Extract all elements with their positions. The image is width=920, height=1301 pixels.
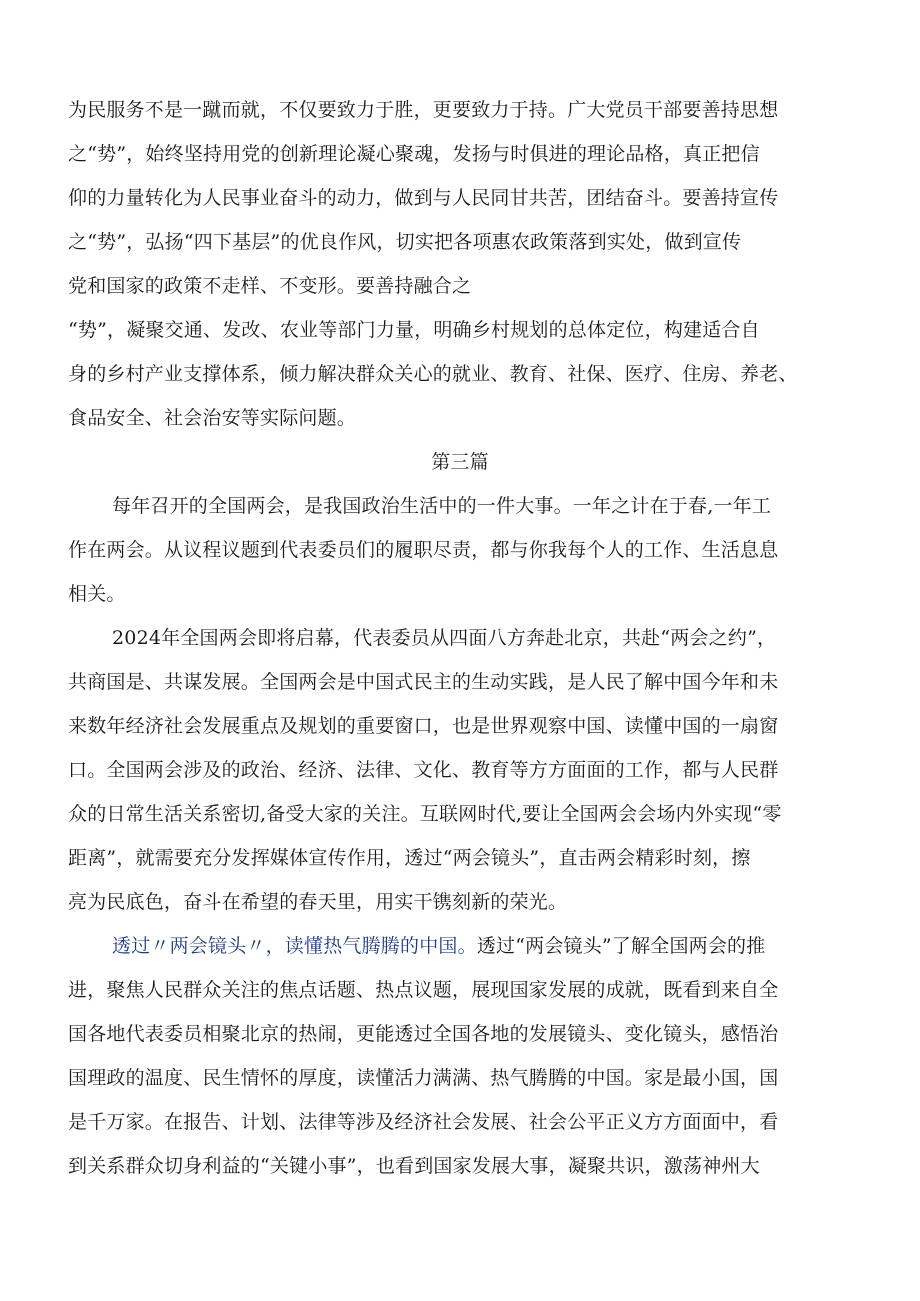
paragraph-line: 国各地代表委员相聚北京的热闹，更能透过全国各地的发展镜头、变化镜头，感悟治 (68, 1023, 779, 1045)
paragraph-line: 共商国是、共谋发展。全国两会是中国式民主的生动实践，是人民了解中国今年和未 (68, 671, 779, 693)
paragraph-line: 每年召开的全国两会，是我国政治生活中的一件大事。一年之计在于春,一年工 (112, 495, 772, 517)
paragraph-line: 到关系群众切身利益的“关键小事”，也看到国家发展大事，凝聚共识，激荡神州大 (68, 1155, 760, 1177)
highlighted-heading: 透过〃两会镜头〃，读懂热气腾腾的中国。 (112, 935, 477, 957)
paragraph-line: 国理政的温度、民生情怀的厚度，读懂活力满满、热气腾腾的中国。家是最小国，国 (68, 1067, 779, 1089)
paragraph-line: 众的日常生活关系密切,备受大家的关注。互联网时代,要让全国两会会场内外实现“零 (68, 803, 782, 825)
paragraph-line: 来数年经济社会发展重点及规划的重要窗口，也是世界观察中国、读懂中国的一扇窗 (68, 715, 779, 737)
paragraph-line: 为民服务不是一蹴而就，不仅要致力于胜，更要致力于持。广大党员干部要善持思想 (68, 99, 779, 121)
paragraph-line: “势”，凝聚交通、发改、农业等部门力量，明确乡村规划的总体定位，构建适合自 (68, 319, 760, 341)
paragraph-line: 口。全国两会涉及的政治、经济、法律、文化、教育等方方面面的工作，都与人民群 (68, 759, 779, 781)
paragraph-line: 食品安全、社会治安等实际问题。 (68, 407, 357, 429)
paragraph-text: 透过“两会镜头”了解全国两会的推 (476, 935, 766, 957)
paragraph-line: 相关。 (68, 583, 126, 605)
paragraph-line: 亮为民底色，奋斗在希望的春天里，用实干镌刻新的荣光。 (68, 891, 568, 913)
paragraph-line: 进，聚焦人民群众关注的焦点话题、热点议题，展现国家发展的成就，既看到来自全 (68, 979, 779, 1001)
paragraph-line: 是千万家。在报告、计划、法律等涉及经济社会发展、社会公平正义方方面面中，看 (68, 1111, 779, 1133)
paragraph-line: 之“势”，弘扬“四下基层”的优良作风，切实把各项惠农政策落到实处，做到宣传 (68, 231, 742, 253)
paragraph-line: 之“势”，始终坚持用党的创新理论凝心聚魂，发扬与时俱进的理论品格，真正把信 (68, 143, 760, 165)
section-title: 第三篇 (431, 451, 489, 473)
paragraph-line: 身的乡村产业支撑体系，倾力解决群众关心的就业、教育、社保、医疗、住房、养老、 (68, 363, 798, 385)
paragraph-line (112, 934, 868, 958)
paragraph-line: 距离”，就需要充分发挥媒体宣传作用，透过“两会镜头”，直击两会精彩时刻，擦 (68, 847, 751, 869)
paragraph-line: 党和国家的政策不走样、不变形。要善持融合之 (68, 275, 472, 297)
paragraph-line: 仰的力量转化为人民事业奋斗的动力，做到与人民同甘共苦，团结奋斗。要善持宣传 (68, 187, 779, 209)
paragraph-line: 作在两会。从议程议题到代表委员们的履职尽责，都与你我每个人的工作、生活息息 (68, 539, 779, 561)
paragraph-line: 2024年全国两会即将启幕，代表委员从四面八方奔赴北京，共赴“两会之约”， (112, 627, 777, 649)
